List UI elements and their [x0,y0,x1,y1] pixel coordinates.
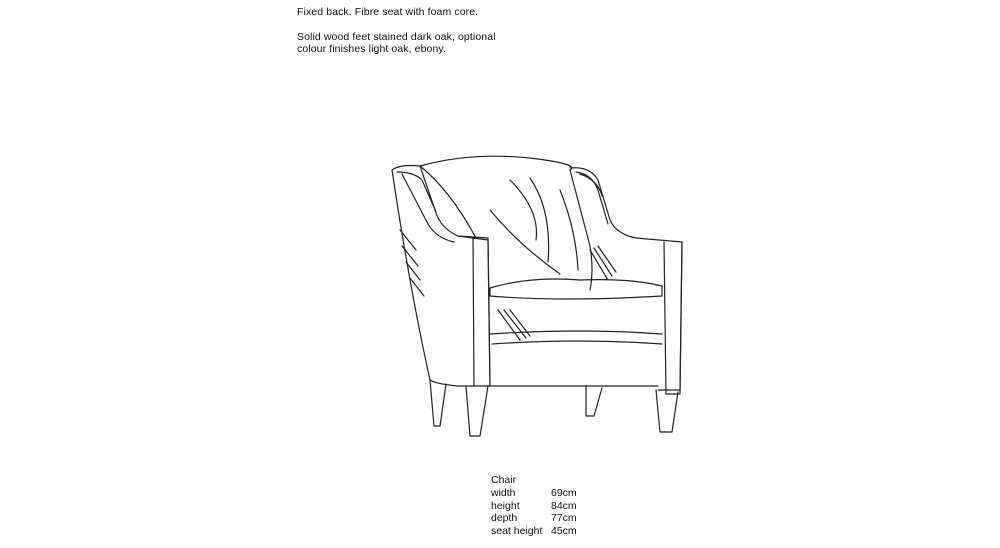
spec-row-width [491,487,577,500]
spec-label: depth [491,512,518,525]
dimension-specs [491,474,577,538]
spec-value: 84cm [551,499,577,512]
spec-row-depth [491,512,577,525]
spec-label: seat height [491,525,543,538]
armchair-sketch [380,150,700,450]
spec-label: width [491,486,516,499]
spec-label: height [491,499,520,512]
product-notes [297,6,497,68]
specs-title: Chair [491,474,517,486]
notes-back-seat: Fixed back. Fibre seat with foam core. [297,6,479,18]
spec-row-height [491,500,577,513]
notes-feet-finish: Solid wood feet stained dark oak, optional colour finishes light oak, ebony. [297,30,496,55]
spec-value: 45cm [551,525,577,538]
spec-value: 77cm [551,512,577,525]
specs-table [491,487,577,538]
spec-value: 69cm [551,486,577,499]
spec-row-seat-height [491,525,577,538]
